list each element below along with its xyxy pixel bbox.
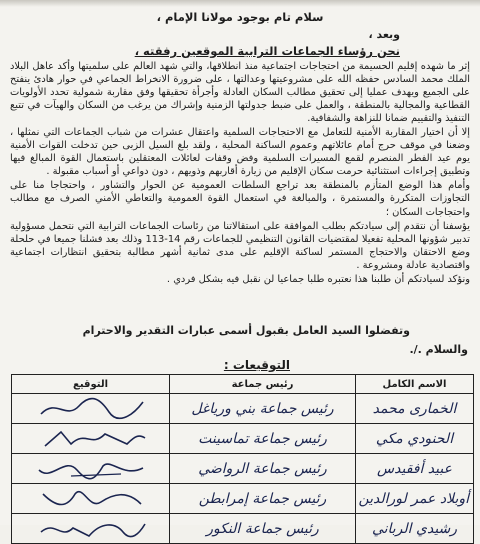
header-signature: التوقيع <box>12 375 170 394</box>
header-commune-president: رئيس جماعة <box>170 375 356 394</box>
signer-name: رشيدي الرباني <box>356 514 474 544</box>
signer-name: أوبلاد عمر لورالدين <box>356 484 474 514</box>
signature-row <box>12 484 474 514</box>
signatures-table <box>11 374 474 544</box>
signer-commune: رئيس جماعة إمرابطن <box>170 484 356 514</box>
handwritten-signature <box>12 484 170 514</box>
paragraph: إلا أن اختيار المقاربة الأمنية للتعامل مع الاحتجاجات السلمية واعتقال عشرات من شباب الجماعات التي نمثلها ، وضعنا في موقف حرج أمام عائلاتهم وعموم الساكنة المحلية ، ولقد بلغ السيل الزبى حين تدخلت القوات الأمنية يوم عيد الفطر المنصرم لقمع المسيرات السلمية وفض وقفات لعائلات المعتقلين باستعمال القوة المبالغ فيها وتطبيق إجراءات استثنائية حرمت سكان الإقليم من زيارة أقاربهم وذويهم ، دون دواعي أو أسباب مقبولة . <box>10 127 470 178</box>
signer-name: الحنودي مكي <box>356 424 474 454</box>
signer-commune: رئيس جماعة بني ورياغل <box>170 394 356 424</box>
signer-commune: رئيس جماعة النكور <box>170 514 356 544</box>
signer-name: عبيد أفقيدس <box>356 454 474 484</box>
letter-heading: نحن رؤساء الجماعات الترابية الموقعين رفقته ، <box>134 44 400 58</box>
handwritten-signature <box>12 394 170 424</box>
greeting: سلام تام بوجود مولانا الإمام ، <box>156 10 324 24</box>
letter-body <box>10 60 470 286</box>
handwritten-signature <box>12 454 170 484</box>
signature-row <box>12 394 474 424</box>
signer-name: الخمارى محمد <box>356 394 474 424</box>
handwritten-signature <box>12 514 170 544</box>
paragraph: وأمام هذا الوضع المتأزم بالمنطقة بعد تراجع السلطات العمومية عن الحوار والتشاور ، واحتجاجا منا على التجاوزات المتكررة والمستمرة ، والمبالغة في استعمال القوة العمومية والتعاطي الأمني الصرف مع مطالب واحتجاجات السكان ؛ <box>10 180 470 218</box>
paragraph: إثر ما شهده إقليم الحسيمة من احتجاجات اجتماعية منذ انطلاقها، والتي شهد العالم على سلميتها وأكد عاهل البلاد الملك محمد السادس حفظه الله على مشروعيتها وعدالتها ، على ضرورة الانخراط الجماعي في حوار هادئ ينفتح على الجميع ويهدف عمليا إلى تحقيق مطالب السكان العادلة وأجرأة تحقيقها وفق مقاربة شمولية تحدد الأولويات القطاعية والمجالية بالمنطقة ، والعمل على ضبط جدولتها الزمنية وإشراك من يرغب من السكان والهيآت في تتبع التنفيذ والتقييم ضمانا للنزاهة والشفافية. <box>10 61 470 125</box>
signer-commune: رئيس جماعة الرواضي <box>170 454 356 484</box>
paragraph: يؤسفنا أن نتقدم إلى سيادتكم بطلب الموافقة على استقالاتنا من رئاسات الجماعات الترابية التي نتحمل مسؤولية تدبير شؤونها المحلية تفعيلا لمقتضيات القانون التنظيمي للجماعات رقم 14-113 وذلك بعد فشلنا جميعا في حلحلة وضع الاحتقان والاحتجاج المستمر لساكنة الإقليم على مدى ثمانية أشهر مطالبة بتحقيق انتظارات اجتماعية واقتصادية عادلة ومشروعة . <box>10 220 470 271</box>
header-full-name: الاسم الكامل <box>356 375 474 394</box>
signature-row <box>12 514 474 544</box>
salutation-wabad: وبعد ، <box>368 28 400 41</box>
signature-row <box>12 424 474 454</box>
signature-row <box>12 454 474 484</box>
paragraph: ونؤكد لسيادتكم أن طلبنا هذا نعتبره طلبا جماعيا لن نقبل فيه بشكل فردي . <box>166 273 470 285</box>
closing-line: وتفضلوا السيد العامل بقبول أسمى عبارات التقدير والاحترام <box>82 324 410 337</box>
signer-commune: رئيس جماعة تماسينت <box>170 424 356 454</box>
signatures-title: التوقيعات : <box>223 358 290 372</box>
page-top-edge <box>0 0 480 7</box>
signatures-header-row <box>12 375 474 394</box>
sign-off: والسلام ./. <box>409 343 468 356</box>
handwritten-signature <box>12 424 170 454</box>
